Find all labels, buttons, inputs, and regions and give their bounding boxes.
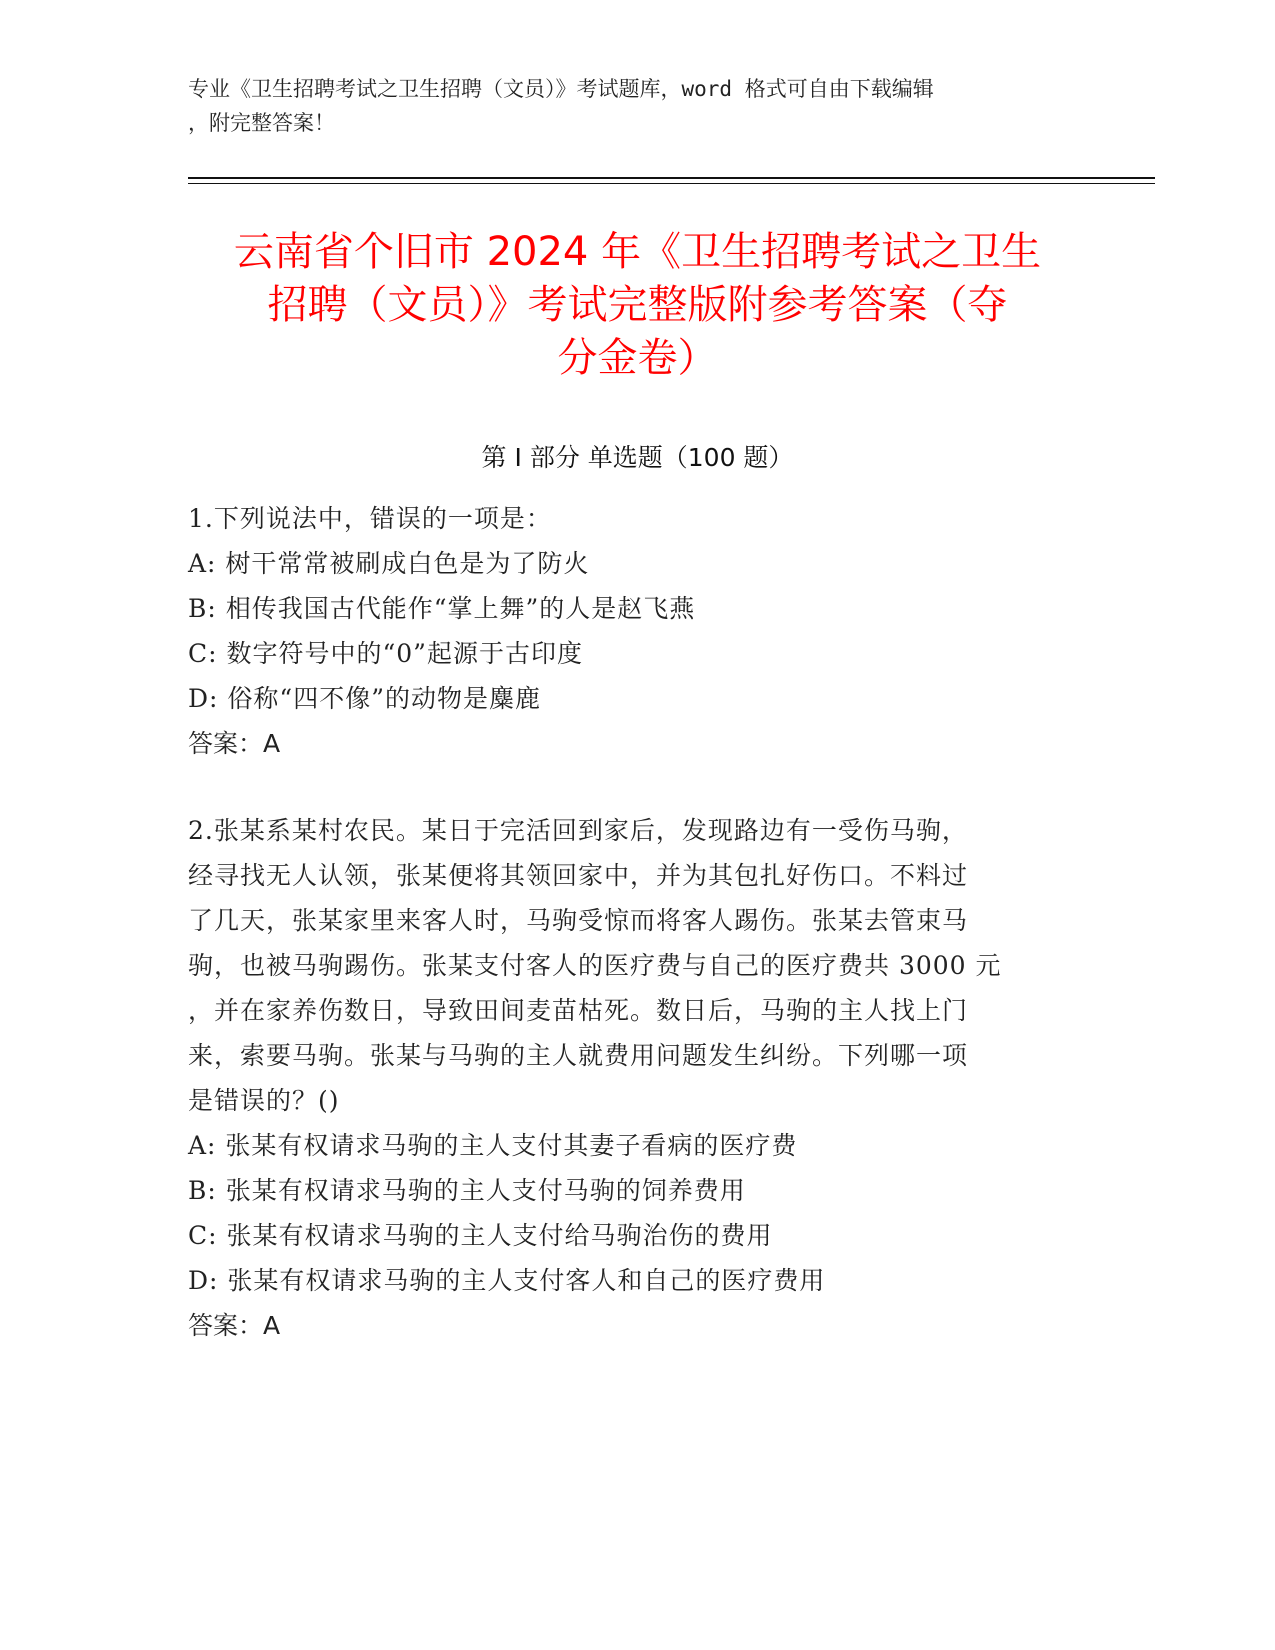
- option-a: A: 张某有权请求马驹的主人支付其妻子看病的医疗费: [188, 1131, 798, 1160]
- option-d: D: 张某有权请求马驹的主人支付客人和自己的医疗费用: [188, 1266, 826, 1295]
- question-stem-line: 经寻找无人认领，张某便将其领回家中，并为其包扎好伤口。不料过: [188, 861, 969, 890]
- question-stem: 1.下列说法中，错误的一项是：: [188, 504, 552, 533]
- answer-label: 答案：A: [188, 1311, 281, 1340]
- question-stem-line: ，并在家养伤数日，导致田间麦苗枯死。数日后，马驹的主人找上门: [188, 996, 969, 1025]
- question-1: [188, 496, 1088, 766]
- question-stem-line: 来，索要马驹。张某与马驹的主人就费用问题发生纠纷。下列哪一项: [188, 1041, 969, 1070]
- answer-label: 答案：A: [188, 729, 281, 758]
- question-2: [188, 808, 1088, 1348]
- question-stem-line: 2.张某系某村农民。某日于完活回到家后，发现路边有一受伤马驹，: [188, 816, 968, 845]
- section-title: 第 I 部分 单选题（100 题）: [481, 443, 794, 472]
- header-note-line: ，附完整答案！: [188, 111, 335, 135]
- option-c: C: 张某有权请求马驹的主人支付给马驹治伤的费用: [188, 1221, 773, 1250]
- option-c: C: 数字符号中的“0”起源于古印度: [188, 639, 583, 668]
- header-divider-thin: [188, 183, 1155, 184]
- option-d: D: 俗称“四不像”的动物是麋鹿: [188, 684, 541, 713]
- document-title: [160, 226, 1115, 385]
- header-note-line: 专业《卫生招聘考试之卫生招聘（文员）》考试题库，word 格式可自由下载编辑: [188, 77, 934, 101]
- document-title-line: 分金卷）: [557, 335, 718, 381]
- header-divider-thick: [188, 177, 1155, 179]
- question-stem-line: 了几天，张某家里来客人时，马驹受惊而将客人踢伤。张某去管束马: [188, 906, 969, 935]
- question-stem-line: 驹，也被马驹踢伤。张某支付客人的医疗费与自己的医疗费共 3000 元: [188, 951, 1002, 980]
- document-title-line: 云南省个旧市 2024 年《卫生招聘考试之卫生: [233, 229, 1042, 275]
- option-a: A: 树干常常被刷成白色是为了防火: [188, 549, 590, 578]
- option-b: B: 张某有权请求马驹的主人支付马驹的饲养费用: [188, 1176, 746, 1205]
- document-title-line: 招聘（文员）》考试完整版附参考答案（夺: [267, 282, 1008, 328]
- question-stem-line: 是错误的？(): [188, 1086, 340, 1115]
- header-note: [188, 72, 1068, 140]
- option-b: B: 相传我国古代能作“掌上舞”的人是赵飞燕: [188, 594, 696, 623]
